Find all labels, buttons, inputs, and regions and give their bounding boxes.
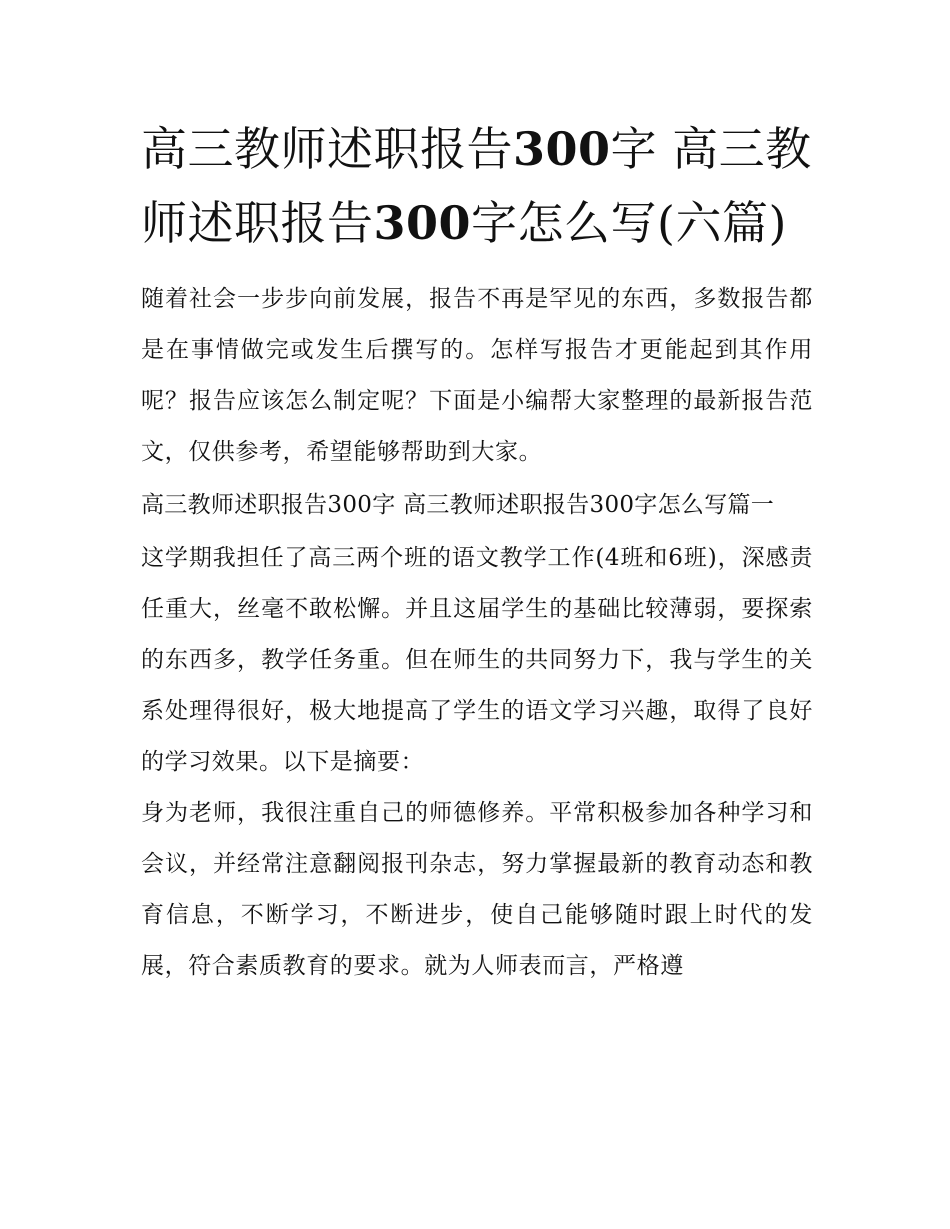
body-paragraph-1: 这学期我担任了高三两个班的语文教学工作(4班和6班)，深感责任重大，丝毫不敢松懈。并且这届学生的基础比较薄弱，要探索的东西多，教学任务重。但在师生的共同努力下，我与学生的关系处理得很好，极大地提高了学生的语文学习兴趣，取得了良好的学习效果。以下是摘要：: [141, 545, 813, 775]
document-page: [141, 112, 813, 992]
intro-paragraph: 随着社会一步步向前发展，报告不再是罕见的东西，多数报告都是在事情做完或发生后撰写的。怎样写报告才更能起到其作用呢？报告应该怎么制定呢？下面是小编帮大家整理的最新报告范文，仅供参考，希望能够帮助到大家。: [141, 286, 813, 465]
section-heading: 高三教师述职报告300字 高三教师述职报告300字怎么写篇一: [141, 492, 775, 518]
document-title: 高三教师述职报告300字 高三教师述职报告300字怎么写(六篇): [141, 122, 812, 250]
body-paragraph-2: 身为老师，我很注重自己的师德修养。平常积极参加各种学习和会议，并经常注意翻阅报刊杂志，努力掌握最新的教育动态和教育信息，不断学习，不断进步，使自己能够随时跟上时代的发展，符合素质教育的要求。就为人师表而言，严格遵: [141, 800, 813, 979]
